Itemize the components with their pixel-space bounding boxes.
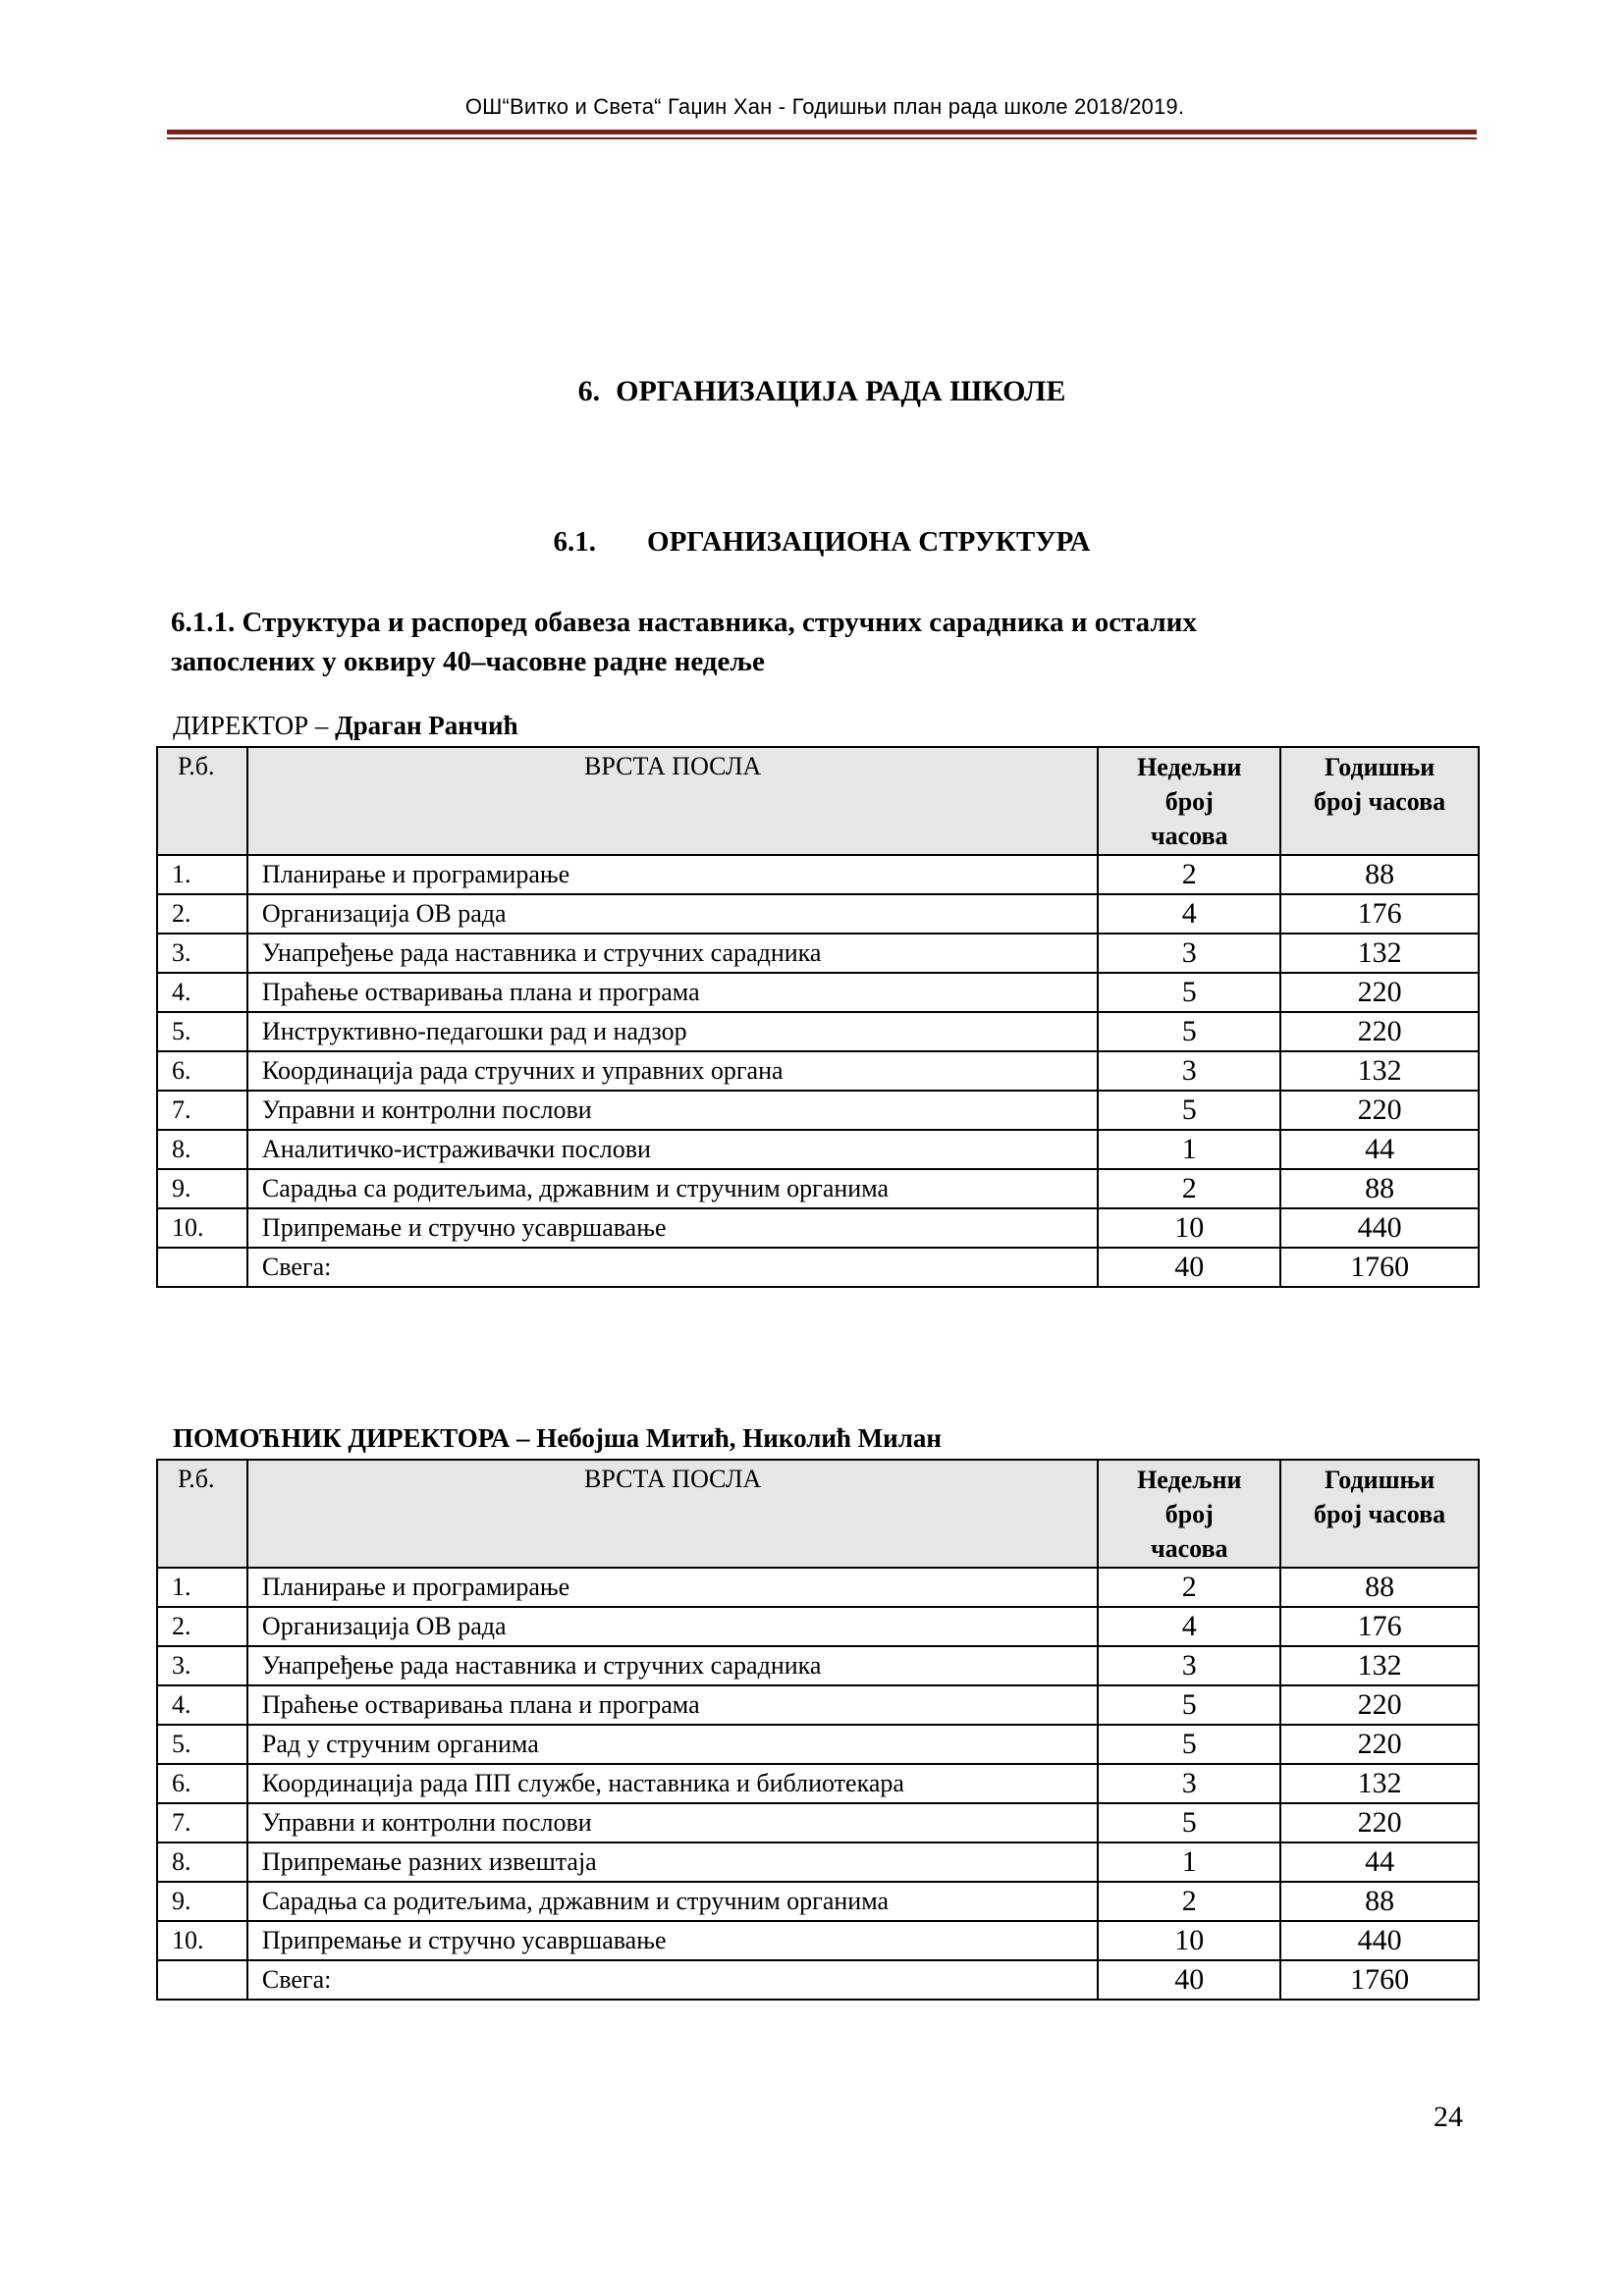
row-weekly-hours: 2 [1098,1169,1280,1208]
row-number: 2. [157,1607,247,1646]
director-caption-role: ДИРЕКТОР – [173,711,336,740]
row-yearly-hours: 220 [1280,1725,1479,1764]
row-yearly-hours: 176 [1280,1607,1479,1646]
row-job: Праћење остваривања плана и програма [247,1685,1098,1725]
row-job: Организација ОВ рада [247,894,1098,934]
section-title-text: ОРГАНИЗАЦИОНА СТРУКТУРА [647,526,1091,558]
total-row [157,1960,1479,2000]
table-row [157,1842,1479,1882]
row-number: 9. [157,1169,247,1208]
row-job: Управни и контролни послови [247,1803,1098,1842]
row-yearly-hours: 220 [1280,1803,1479,1842]
row-weekly-hours: 5 [1098,973,1280,1012]
row-weekly-hours: 5 [1098,1725,1280,1764]
header-yearly-line-2: број часова [1313,1500,1446,1528]
row-number: 4. [157,973,247,1012]
row-yearly-hours: 220 [1280,973,1479,1012]
header-yearly-hours [1280,1460,1479,1568]
row-yearly-hours: 44 [1280,1842,1479,1882]
table-row [157,1685,1479,1725]
row-number: 5. [157,1012,247,1051]
row-number: 8. [157,1130,247,1169]
page-number: 24 [1434,2101,1463,2133]
section-title [167,526,1477,559]
row-yearly-hours: 88 [1280,1882,1479,1921]
row-job: Припремање и стручно усавршавање [247,1208,1098,1248]
assistant-caption-name: Небојша Митић, Николић Милан [536,1423,942,1453]
header-weekly-hours [1098,1460,1280,1568]
row-weekly-hours: 4 [1098,1607,1280,1646]
row-number: 9. [157,1882,247,1921]
row-job: Планирање и програмирање [247,1568,1098,1607]
row-number: 4. [157,1685,247,1725]
total-row [157,1248,1479,1287]
row-number: 8. [157,1842,247,1882]
assistant-director-table-caption [173,1423,942,1454]
table-row [157,1169,1479,1208]
table-row [157,1607,1479,1646]
row-number: 1. [157,1568,247,1607]
table-row [157,1803,1479,1842]
row-yearly-hours: 88 [1280,1169,1479,1208]
total-weekly-hours: 40 [1098,1960,1280,2000]
row-job: Планирање и програмирање [247,855,1098,894]
table-row [157,894,1479,934]
row-number: 5. [157,1725,247,1764]
row-yearly-hours: 132 [1280,1764,1479,1803]
table-header-row [157,1460,1479,1568]
row-yearly-hours: 176 [1280,894,1479,934]
total-yearly-hours: 1760 [1280,1960,1479,2000]
total-label: Свега: [247,1248,1098,1287]
table-row [157,855,1479,894]
row-number: 10. [157,1208,247,1248]
row-number: 10. [157,1921,247,1960]
row-job: Инструктивно-педагошки рад и надзор [247,1012,1098,1051]
header-yearly-line-1: Годишњи [1324,1466,1435,1494]
row-weekly-hours: 10 [1098,1208,1280,1248]
row-number: 6. [157,1051,247,1091]
header-yearly-line-2: број часова [1313,787,1446,816]
table-row [157,1921,1479,1960]
assistant-caption-role: ПОМОЋНИК ДИРЕКТОРА – [173,1423,537,1453]
row-weekly-hours: 10 [1098,1921,1280,1960]
table-row [157,1208,1479,1248]
total-label: Свега: [247,1960,1098,2000]
row-weekly-hours: 2 [1098,855,1280,894]
row-job: Организација ОВ рада [247,1607,1098,1646]
chapter-number: 6. [577,375,601,407]
chapter-title-text: ОРГАНИЗАЦИЈА РАДА ШКОЛЕ [616,375,1066,407]
assistant-director-duty-table [156,1459,1480,2001]
row-job: Унапређење рада наставника и стручних сарадника [247,934,1098,973]
row-weekly-hours: 2 [1098,1882,1280,1921]
row-yearly-hours: 132 [1280,934,1479,973]
row-weekly-hours: 5 [1098,1012,1280,1051]
row-job: Координација рада ПП службе, наставника и библиотекара [247,1764,1098,1803]
row-yearly-hours: 220 [1280,1685,1479,1725]
header-yearly-line-1: Годишњи [1324,753,1435,781]
table-row [157,1091,1479,1130]
header-weekly-line-1: Недељни [1137,1466,1242,1494]
row-yearly-hours: 220 [1280,1012,1479,1051]
row-job: Координација рада стручних и управних органа [247,1051,1098,1091]
header-job-type: ВРСТА ПОСЛА [247,747,1098,855]
table-header-row [157,747,1479,855]
row-job: Сарадња са родитељима, државним и стручним органима [247,1882,1098,1921]
table-row [157,1012,1479,1051]
row-job: Праћење остваривања плана и програма [247,973,1098,1012]
row-job: Аналитичко-истраживачки послови [247,1130,1098,1169]
table-row [157,1764,1479,1803]
director-table-caption [173,711,518,741]
subsection-title [171,603,1477,681]
header-job-type: ВРСТА ПОСЛА [247,1460,1098,1568]
section-number: 6.1. [553,526,597,558]
director-duty-table [156,746,1480,1288]
row-yearly-hours: 88 [1280,1568,1479,1607]
table-row [157,1725,1479,1764]
header-weekly-line-2: број [1164,1500,1214,1528]
header-weekly-line-3: часова [1150,822,1228,850]
header-rule-thick [167,130,1477,134]
table-row [157,973,1479,1012]
subsection-title-line-1: 6.1.1. Структура и распоред обавеза наставника, стручних сарадника и осталих [171,607,1197,638]
chapter-title [167,375,1477,408]
row-job: Управни и контролни послови [247,1091,1098,1130]
header-weekly-line-3: часова [1150,1534,1228,1563]
total-number-cell [157,1960,247,2000]
row-number: 2. [157,894,247,934]
header-yearly-hours [1280,747,1479,855]
row-job: Сарадња са родитељима, државним и стручним органима [247,1169,1098,1208]
director-caption-name: Драган Ранчић [335,711,518,740]
row-yearly-hours: 440 [1280,1208,1479,1248]
row-weekly-hours: 3 [1098,1051,1280,1091]
header-rule-thin [167,137,1477,139]
row-weekly-hours: 1 [1098,1130,1280,1169]
row-number: 6. [157,1764,247,1803]
row-weekly-hours: 3 [1098,1764,1280,1803]
row-weekly-hours: 1 [1098,1842,1280,1882]
row-number: 7. [157,1803,247,1842]
row-weekly-hours: 5 [1098,1091,1280,1130]
row-job: Унапређење рада наставника и стручних сарадника [247,1646,1098,1685]
running-header: ОШ“Витко и Света“ Гаџин Хан - Годишњи план рада школе 2018/2019. [464,94,1185,119]
row-weekly-hours: 2 [1098,1568,1280,1607]
row-weekly-hours: 3 [1098,934,1280,973]
total-weekly-hours: 40 [1098,1248,1280,1287]
row-yearly-hours: 44 [1280,1130,1479,1169]
header-weekly-hours [1098,747,1280,855]
header-weekly-line-1: Недељни [1137,753,1242,781]
row-weekly-hours: 5 [1098,1803,1280,1842]
table-row [157,1882,1479,1921]
table-row [157,1646,1479,1685]
row-yearly-hours: 220 [1280,1091,1479,1130]
row-yearly-hours: 132 [1280,1051,1479,1091]
total-number-cell [157,1248,247,1287]
table-row [157,1568,1479,1607]
row-number: 3. [157,934,247,973]
row-job: Припремање разних извештаја [247,1842,1098,1882]
header-number: Р.б. [157,747,247,855]
total-yearly-hours: 1760 [1280,1248,1479,1287]
row-yearly-hours: 132 [1280,1646,1479,1685]
row-weekly-hours: 3 [1098,1646,1280,1685]
row-weekly-hours: 5 [1098,1685,1280,1725]
row-yearly-hours: 440 [1280,1921,1479,1960]
row-weekly-hours: 4 [1098,894,1280,934]
row-yearly-hours: 88 [1280,855,1479,894]
subsection-title-line-2: запослених у оквиру 40–часовне радне недеље [171,646,765,677]
row-job: Рад у стручним органима [247,1725,1098,1764]
table-row [157,934,1479,973]
row-number: 7. [157,1091,247,1130]
row-number: 3. [157,1646,247,1685]
row-job: Припремање и стручно усавршавање [247,1921,1098,1960]
table-row [157,1051,1479,1091]
table-row [157,1130,1479,1169]
row-number: 1. [157,855,247,894]
header-weekly-line-2: број [1164,787,1214,816]
header-number: Р.б. [157,1460,247,1568]
